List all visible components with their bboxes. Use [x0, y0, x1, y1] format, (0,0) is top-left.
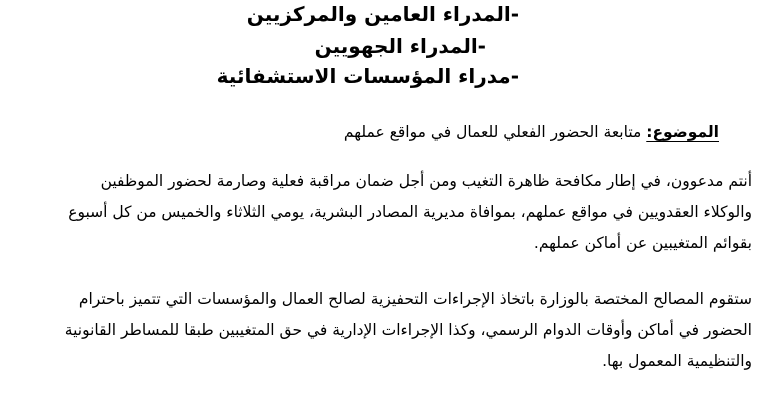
paragraph-line: والتنظيمية المعمول بها.	[602, 352, 752, 370]
paragraph-line: بقوائم المتغيبين عن أماكن عملهم.	[533, 234, 752, 252]
recipient-line-general-directors: -المدراء العامين والمركزيين	[246, 2, 519, 26]
recipient-line-hospital-directors: -مدراء المؤسسات الاستشفائية	[216, 64, 519, 88]
subject-label: الموضوع:	[646, 123, 719, 141]
paragraph-absence-lists	[26, 166, 752, 259]
subject-line	[344, 123, 719, 142]
paragraph-line: أنتم مدعوون، في إطار مكافحة ظاهرة التغيب ومن أجل ضمان مراقبة فعلية وصارمة لحضور الموظفين	[100, 172, 752, 190]
recipient-line-regional-directors: -المدراء الجهويين	[314, 34, 486, 58]
subject-text: متابعة الحضور الفعلي للعمال في مواقع عملهم	[343, 123, 642, 141]
paragraph-line: ستقوم المصالح المختصة بالوزارة باتخاذ الإجراءات التحفيزية لصالح العمال والمؤسسات التي تتميز باحترام	[78, 290, 752, 308]
paragraph-line: الحضور في أماكن وأوقات الدوام الرسمي، وكذا الإجراءات الإدارية في حق المتغيبين طبقا للمساطر القانونية	[64, 321, 752, 339]
paragraph-line: والوكلاء العقدويين في مواقع عملهم، بموافاة مديرية المصادر البشرية، يومي الثلاثاء والخميس من كل أسبوع	[68, 203, 752, 221]
paragraph-incentive-measures	[26, 284, 752, 377]
